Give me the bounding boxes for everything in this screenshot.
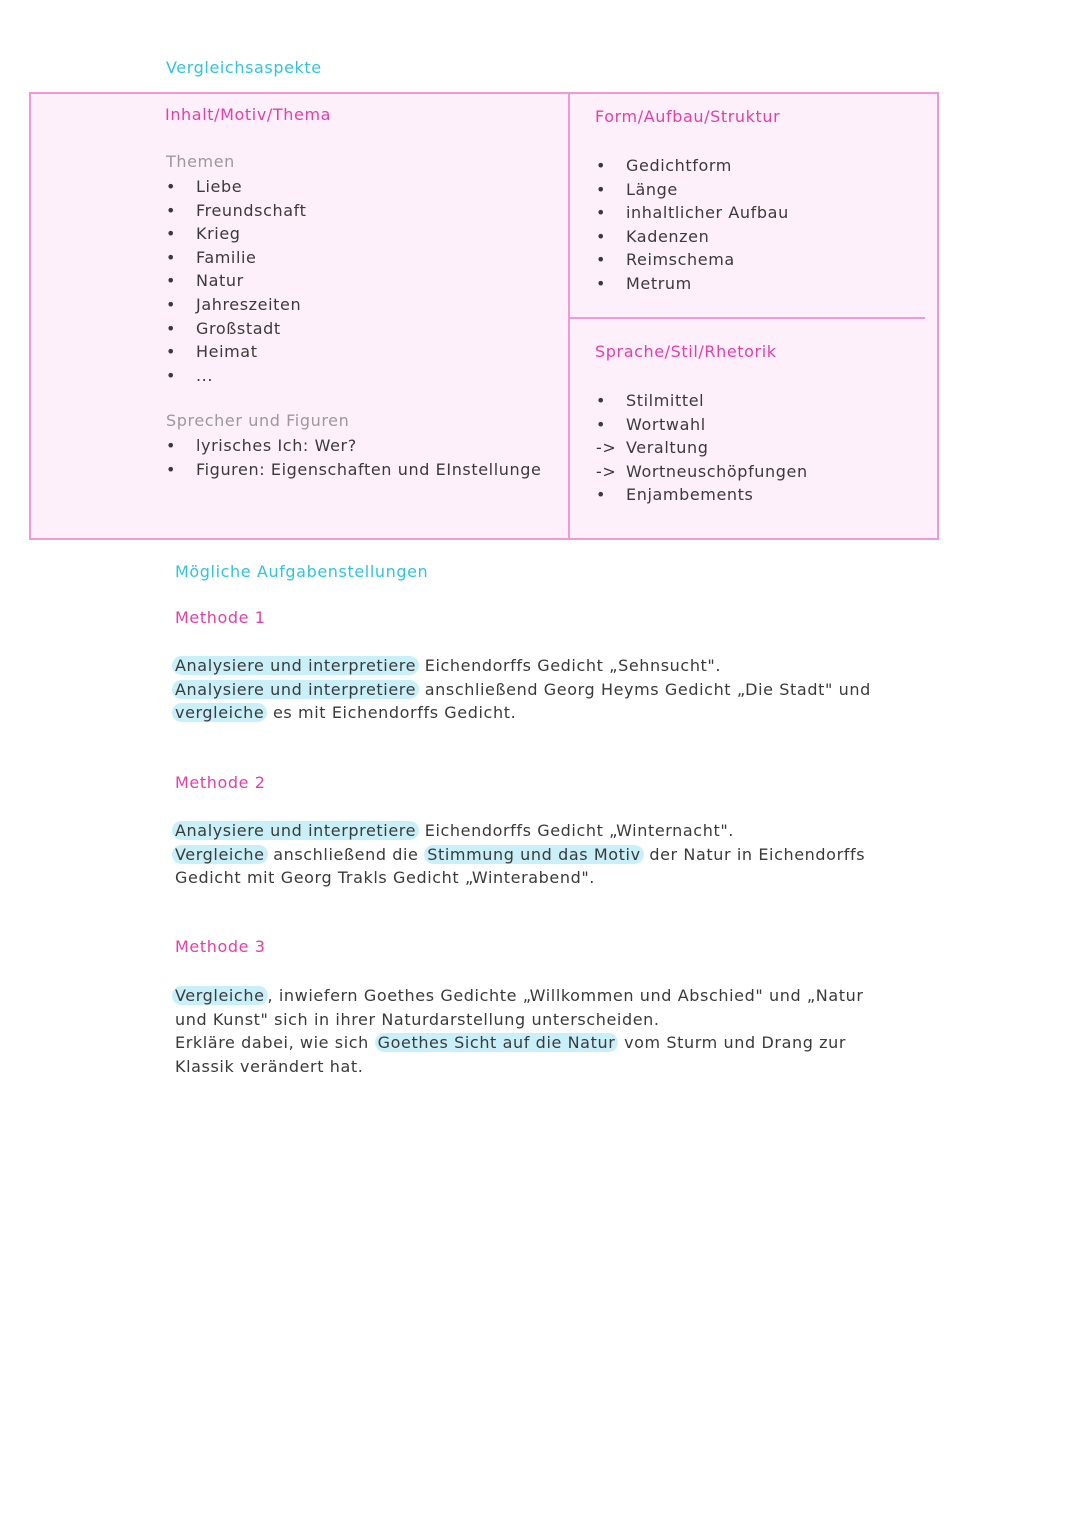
bullet-icon: • (166, 459, 177, 479)
highlight: Analysiere und interpretiere (172, 680, 419, 699)
list-item-text: Wortwahl (626, 414, 706, 434)
list-item (166, 246, 306, 270)
bullet-icon: • (596, 156, 607, 175)
bullet-icon: • (166, 436, 177, 455)
themen-label: Themen (166, 152, 235, 171)
methode1-task (175, 654, 875, 725)
bullet-icon: • (596, 226, 607, 246)
list-item (166, 222, 306, 246)
bullet-icon: • (596, 250, 607, 270)
list-item (596, 154, 789, 178)
list-item-text: lyrisches Ich: Wer? (196, 436, 357, 455)
list-item-text: Enjambements (626, 485, 754, 505)
list-item-text: Reimschema (626, 250, 735, 270)
bullet-marker: -> (596, 438, 617, 458)
list-item-text: Großstadt (196, 318, 281, 338)
list-item-text: Länge (626, 179, 678, 199)
list-item-text: Kadenzen (626, 226, 710, 246)
highlight: Goethes Sicht auf die Natur (375, 1033, 619, 1052)
list-item (166, 293, 306, 317)
bullet-icon: • (166, 271, 177, 291)
sprache-heading: Sprache/Stil/Rhetorik (595, 342, 777, 361)
list-item-text: ... (196, 365, 214, 385)
bullet-icon: • (166, 177, 177, 196)
task-text: Gedicht mit Georg Trakls Gedicht „Winterabend". (175, 868, 595, 888)
list-item-text: Heimat (196, 342, 258, 362)
methode3-task (175, 984, 875, 1078)
list-item (596, 389, 808, 413)
list-item-text: Metrum (626, 273, 692, 293)
bullet-icon: • (166, 247, 177, 267)
sprache-list (596, 389, 808, 507)
sprecher-label: Sprecher und Figuren (166, 411, 350, 430)
task-text: Erkläre dabei, wie sich (175, 1033, 375, 1053)
list-item (166, 364, 306, 388)
list-item-text: Wortneuschöpfungen (626, 461, 808, 481)
list-item (596, 248, 789, 272)
bullet-marker: • (596, 414, 607, 434)
row-divider (570, 317, 925, 319)
methode2-task (175, 819, 875, 890)
bullet-icon: • (596, 273, 607, 293)
bullet-icon: • (166, 200, 177, 220)
bullet-marker: -> (596, 461, 617, 481)
highlight: Analysiere und interpretiere (172, 656, 419, 675)
list-item-text: Gedichtform (626, 156, 732, 175)
list-item-text: Figuren: Eigenschaften und EInstellunge (196, 459, 542, 479)
bullet-marker: • (596, 391, 607, 410)
list-item (166, 458, 541, 482)
list-item (596, 460, 808, 484)
list-item-text: Familie (196, 247, 257, 267)
task-text: Eichendorffs Gedicht „Winternacht". (419, 821, 734, 840)
methode3-label: Methode 3 (175, 937, 266, 956)
task-text: Klassik verändert hat. (175, 1056, 364, 1076)
list-item-text: Stilmittel (626, 391, 705, 410)
aufgaben-heading: Mögliche Aufgabenstellungen (175, 562, 429, 581)
task-text: anschließend die (267, 844, 425, 864)
page-title: Vergleichsaspekte (166, 58, 322, 77)
bullet-icon: • (166, 318, 177, 338)
bullet-icon: • (166, 294, 177, 314)
task-text: vom Sturm und Drang zur (618, 1033, 847, 1053)
list-item-text: Liebe (196, 177, 243, 196)
list-item-text: Veraltung (626, 438, 709, 458)
list-item (166, 269, 306, 293)
list-item-text: Freundschaft (196, 200, 307, 220)
task-text: es mit Eichendorffs Gedicht. (267, 703, 517, 723)
list-item-text: Krieg (196, 224, 241, 244)
list-item (596, 436, 808, 460)
bullet-marker: • (596, 485, 607, 505)
list-item-text: Jahreszeiten (196, 294, 302, 314)
inhalt-heading: Inhalt/Motiv/Thema (165, 105, 332, 124)
list-item (166, 434, 541, 458)
list-item (596, 413, 808, 437)
task-text: und Kunst" sich in ihrer Naturdarstellung unterscheiden. (175, 1009, 660, 1029)
task-text: Eichendorffs Gedicht „Sehnsucht". (419, 656, 722, 675)
list-item (166, 317, 306, 341)
methode2-label: Methode 2 (175, 773, 266, 792)
list-item (596, 178, 789, 202)
bullet-icon: • (166, 365, 177, 385)
highlight: Stimmung und das Motiv (424, 845, 643, 864)
highlight: Analysiere und interpretiere (172, 821, 419, 840)
highlight: Vergleiche (172, 845, 268, 864)
bullet-icon: • (166, 342, 177, 362)
highlight: Vergleiche (172, 986, 268, 1005)
form-heading: Form/Aufbau/Struktur (595, 107, 781, 126)
bullet-icon: • (596, 203, 607, 223)
highlight: vergleiche (172, 703, 267, 722)
themen-list (166, 175, 306, 387)
task-text: , inwiefern Goethes Gedichte „Willkommen und Abschied" und „Natur (267, 986, 864, 1005)
methode1-label: Methode 1 (175, 608, 266, 627)
list-item (596, 225, 789, 249)
list-item (596, 272, 789, 296)
list-item-text: inhaltlicher Aufbau (626, 203, 789, 223)
list-item (166, 175, 306, 199)
list-item (166, 199, 306, 223)
list-item-text: Natur (196, 271, 244, 291)
task-text: der Natur in Eichendorffs (643, 844, 866, 864)
bullet-icon: • (596, 179, 607, 199)
sprecher-list (166, 434, 541, 481)
task-text: anschließend Georg Heyms Gedicht „Die Stadt" und (419, 679, 871, 699)
list-item (596, 483, 808, 507)
form-list (596, 154, 789, 296)
list-item (596, 201, 789, 225)
list-item (166, 340, 306, 364)
bullet-icon: • (166, 224, 177, 244)
